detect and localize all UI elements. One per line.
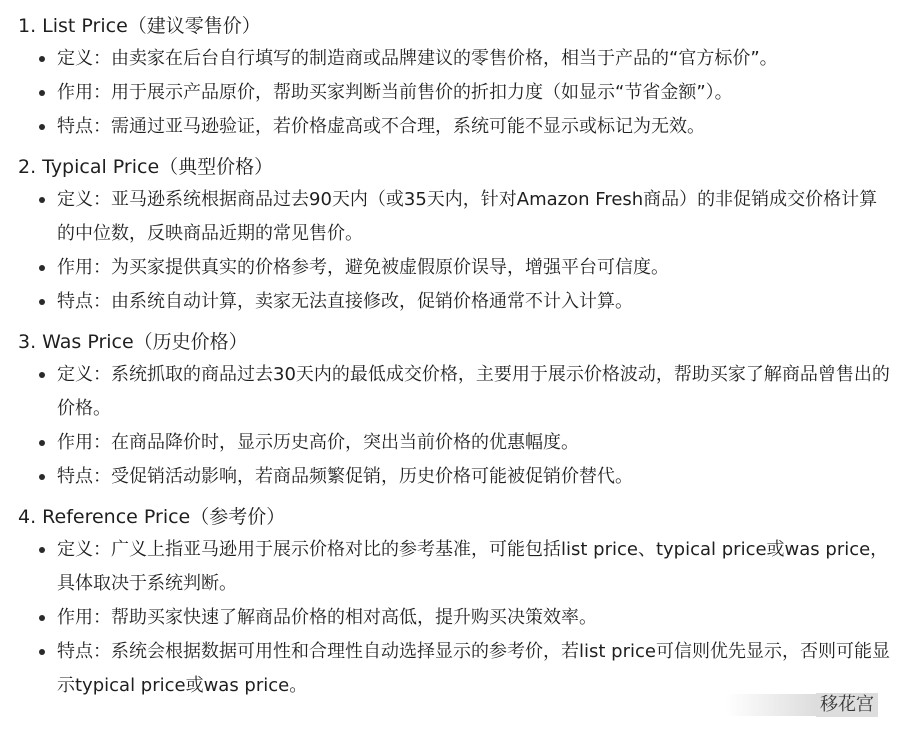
section-title: 1. List Price（建议零售价） xyxy=(18,15,261,37)
section-title: 2. Typical Price（典型价格） xyxy=(18,156,274,178)
section-title: 4. Reference Price（参考价） xyxy=(18,506,286,528)
bullet-definition: 定义：系统抓取的商品过去30天内的最低成交价格，主要用于展示价格波动，帮助买家了解商品曾售出的价格。 xyxy=(0,358,900,426)
bullet-features: 特点：由系统自动计算，卖家无法直接修改，促销价格通常不计入计算。 xyxy=(0,285,900,319)
bullet-definition: 定义：亚马逊系统根据商品过去90天内（或35天内，针对Amazon Fresh商品）的非促销成交价格计算的中位数，反映商品近期的常见售价。 xyxy=(0,183,900,251)
bullet-list xyxy=(0,42,900,144)
document-body xyxy=(0,10,900,710)
bullet-purpose: 作用：帮助买家快速了解商品价格的相对高低，提升购买决策效率。 xyxy=(0,601,900,635)
bullet-purpose: 作用：在商品降价时，显示历史高价，突出当前价格的优惠幅度。 xyxy=(0,426,900,460)
bullet-features: 特点：受促销活动影响，若商品频繁促销，历史价格可能被促销价替代。 xyxy=(0,460,900,494)
section-reference-price xyxy=(0,501,900,703)
bullet-definition: 定义：广义上指亚马逊用于展示价格对比的参考基准，可能包括list price、typical price或was price，具体取决于系统判断。 xyxy=(0,533,900,601)
bullet-list xyxy=(0,183,900,319)
section-typical-price xyxy=(0,151,900,319)
watermark xyxy=(726,691,878,719)
section-was-price xyxy=(0,326,900,494)
bullet-features: 特点：需通过亚马逊验证，若价格虚高或不合理，系统可能不显示或标记为无效。 xyxy=(0,110,900,144)
watermark-text: 移花宫 xyxy=(816,693,878,717)
bullet-definition: 定义：由卖家在后台自行填写的制造商或品牌建议的零售价格，相当于产品的“官方标价”。 xyxy=(0,42,900,76)
watermark-fade xyxy=(726,694,816,716)
section-list-price xyxy=(0,10,900,144)
bullet-list xyxy=(0,533,900,703)
bullet-list xyxy=(0,358,900,494)
bullet-purpose: 作用：用于展示产品原价，帮助买家判断当前售价的折扣力度（如显示“节省金额”）。 xyxy=(0,76,900,110)
bullet-features: 特点：系统会根据数据可用性和合理性自动选择显示的参考价，若list price可信则优先显示，否则可能显示typical price或was price。 xyxy=(0,635,900,703)
section-title: 3. Was Price（历史价格） xyxy=(18,331,248,353)
bullet-purpose: 作用：为买家提供真实的价格参考，避免被虚假原价误导，增强平台可信度。 xyxy=(0,251,900,285)
